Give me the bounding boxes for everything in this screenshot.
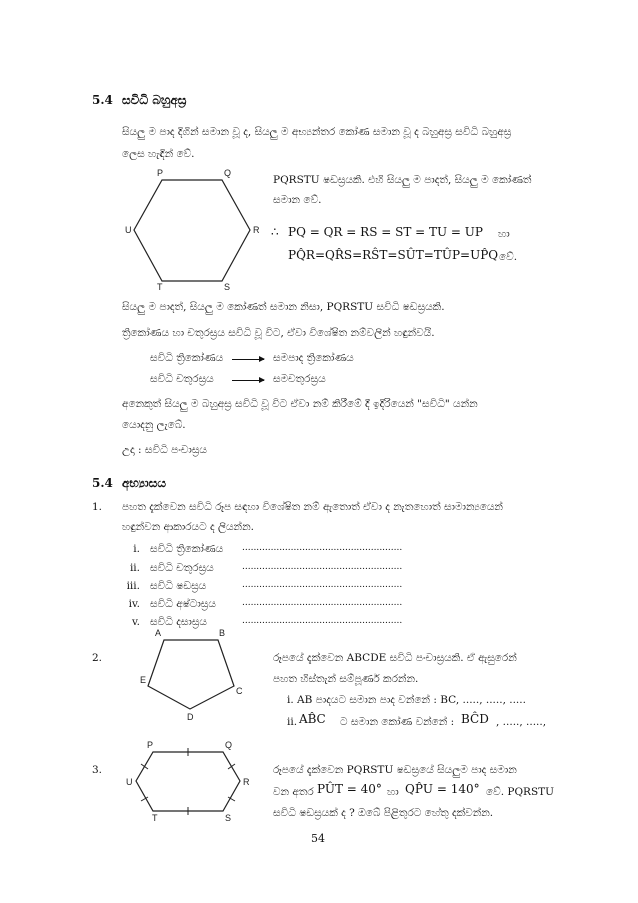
q1-number: 1.: [92, 501, 103, 513]
vertex-label-a: A: [155, 628, 162, 638]
q2-line-1: රූපයේ දැක්වෙන ABCDE සවිධි පංචාස්‍රයකි. ඒ ඇසුරෙන්: [273, 652, 517, 664]
q2-part-ii-text: ට සමාන කෝණ වන්නේ :: [340, 716, 455, 728]
exercise-title: අභ්‍යාසය: [122, 476, 167, 490]
q3-vertex-label-r: R: [243, 777, 250, 787]
q3-vertex-label-q: Q: [225, 740, 233, 750]
q2-part-ii-blanks[interactable]: , ....., .....,: [496, 716, 547, 728]
q1-item-roman: iii.: [126, 580, 140, 592]
angles-equality: PQ̂R=QR̂S=RŜT=SÛT=TÛP=UP̂Q: [288, 248, 499, 262]
naming-rule-line-2: යොදනු ලැබේ.: [122, 419, 186, 431]
vertex-label-c: C: [236, 686, 243, 696]
mapping-1-to: සමපාද ත්‍රිකෝණය: [273, 352, 354, 364]
vertex-label-p: P: [157, 168, 164, 178]
q1-item-blank[interactable]: ........................................................: [242, 543, 403, 553]
section-title: සවිධි බහුඅස්‍ර: [122, 93, 187, 107]
q3-line-2-and: හා: [387, 786, 399, 798]
q3-vertex-label-t: T: [152, 813, 158, 823]
intro-line-2: ලෙස හැඳින් වේ.: [122, 148, 195, 160]
q1-item-roman: v.: [131, 616, 140, 628]
vertex-label-d: D: [187, 712, 194, 722]
mapping-2-from: සවිධි චතුරස්‍රය: [150, 373, 214, 385]
q2-number: 2.: [92, 652, 103, 664]
q2-angle-abc: AB̂C: [299, 712, 326, 726]
q3-line-2-end: වේ. PQRSTU: [486, 786, 554, 798]
q1-item-name: සවිධි ෂඩස්‍රය: [150, 580, 207, 592]
q1-item-name: සවිධි දසාස්‍රය: [150, 616, 207, 628]
q3-line-2-start: වන අතර: [273, 786, 314, 798]
vertex-label-u: U: [125, 225, 132, 235]
q2-angle-bcd: BĈD: [461, 712, 489, 726]
q2-part-ii-label: ii.: [287, 716, 298, 728]
naming-rule-line-1: අනෙකුත් සියලු ම බහුඅස්‍ර සවිධි වූ විට ඒවා නම් කිරීමේ දී ඉදිරියෙන් "සවිධි" යන්න: [122, 398, 478, 410]
hexagon-description-2: සමාන වේ.: [273, 194, 322, 206]
q1-line-1: පහත දැක්වෙන සවිධි රූප සඳහා විශේෂිත නම් ඇතොත් ඒවා ද නැතහොත් සාමාන්‍යයෙන්: [122, 501, 503, 513]
sides-equality-and: හා: [498, 228, 510, 240]
q3-vertex-label-s: S: [225, 813, 232, 823]
q1-item-blank[interactable]: ........................................................: [242, 562, 403, 572]
q1-item-blank[interactable]: ........................................................: [242, 598, 403, 608]
q1-item-name: සවිධි අෂ්ටාස්‍රය: [150, 598, 216, 610]
q3-number: 3.: [92, 764, 103, 776]
vertex-label-q: Q: [224, 168, 232, 178]
q2-line-2: පහත හිස්තැන් සම්පූර්ණ කරන්න.: [273, 673, 419, 685]
regular-hexagon-conclusion: සියලු ම පාදත්, සියලු ම කෝණත් සමාන නිසා, PQRSTU සවිධි ෂඩස්‍රයකි.: [122, 301, 445, 313]
q1-item-name: සවිධි ත්‍රිකෝණය: [150, 543, 224, 555]
special-names-line: ත්‍රිකෝණය හා චතුරස්‍රය සවිධි වූ විට, ඒවා විශේෂිත නම්වලින් හඳුන්වයි.: [122, 327, 435, 339]
q1-line-2: හඳුන්වන ආකාරයට ද ලියන්න.: [122, 521, 254, 533]
sides-equality: PQ = QR = RS = ST = TU = UP: [288, 225, 483, 239]
section-number: 5.4: [92, 93, 113, 107]
vertex-label-b: B: [219, 628, 226, 638]
example-line: උදා : සවිධි පංචාස්‍රය: [122, 444, 207, 456]
q3-vertex-label-u: U: [126, 777, 133, 787]
mapping-1-from: සවිධි ත්‍රිකෝණය: [150, 352, 224, 364]
q3-line-1: රූපයේ දැක්වෙන PQRSTU ෂඩස්‍රයේ සියලුම පාද සමාන: [273, 764, 517, 776]
mapping-2-to: සමචතුරස්‍රය: [273, 373, 326, 385]
q3-angle-put: PÛT = 40°: [317, 782, 382, 796]
q3-line-3: සවිධි ෂඩස්‍රයක් ද ? ඔබේ පිළිතුරට හේතු දක්වන්න.: [273, 807, 494, 819]
vertex-label-s: S: [224, 282, 231, 292]
q1-item-name: සවිධි චතුරස්‍රය: [150, 562, 214, 574]
exercise-number: 5.4: [92, 476, 113, 490]
hexagon-description-1: PQRSTU ෂඩස්‍රයකි. එහි සියලු ම පාදත්, සියලු ම කෝණත්: [273, 174, 532, 186]
q1-item-roman: i.: [133, 543, 140, 555]
q1-item-roman: ii.: [129, 562, 140, 574]
page-number: 54: [311, 832, 325, 845]
vertex-label-t: T: [157, 282, 163, 292]
angles-equality-end: වේ.: [499, 251, 518, 263]
q1-item-roman: iv.: [128, 598, 140, 610]
q1-item-blank[interactable]: ........................................................: [242, 580, 403, 590]
vertex-label-e: E: [140, 675, 147, 685]
therefore-symbol: ∴: [271, 225, 279, 239]
q3-vertex-label-p: P: [147, 740, 154, 750]
vertex-label-r: R: [253, 225, 260, 235]
q3-angle-qpu: QP̂U = 140°: [405, 782, 480, 796]
q2-part-i: i. AB පාදයට සමාන පාද වන්නේ : BC, ....., ....., .....: [287, 694, 526, 706]
intro-line-1: සියලු ම පාද දිගින් සමාන වූ ද, සියලු ම අභ්‍යන්තර කෝණ සමාන වූ ද බහුඅස්‍ර සවිධි බහුඅස්‍ර: [122, 126, 512, 138]
q1-item-blank[interactable]: ........................................................: [242, 616, 403, 626]
